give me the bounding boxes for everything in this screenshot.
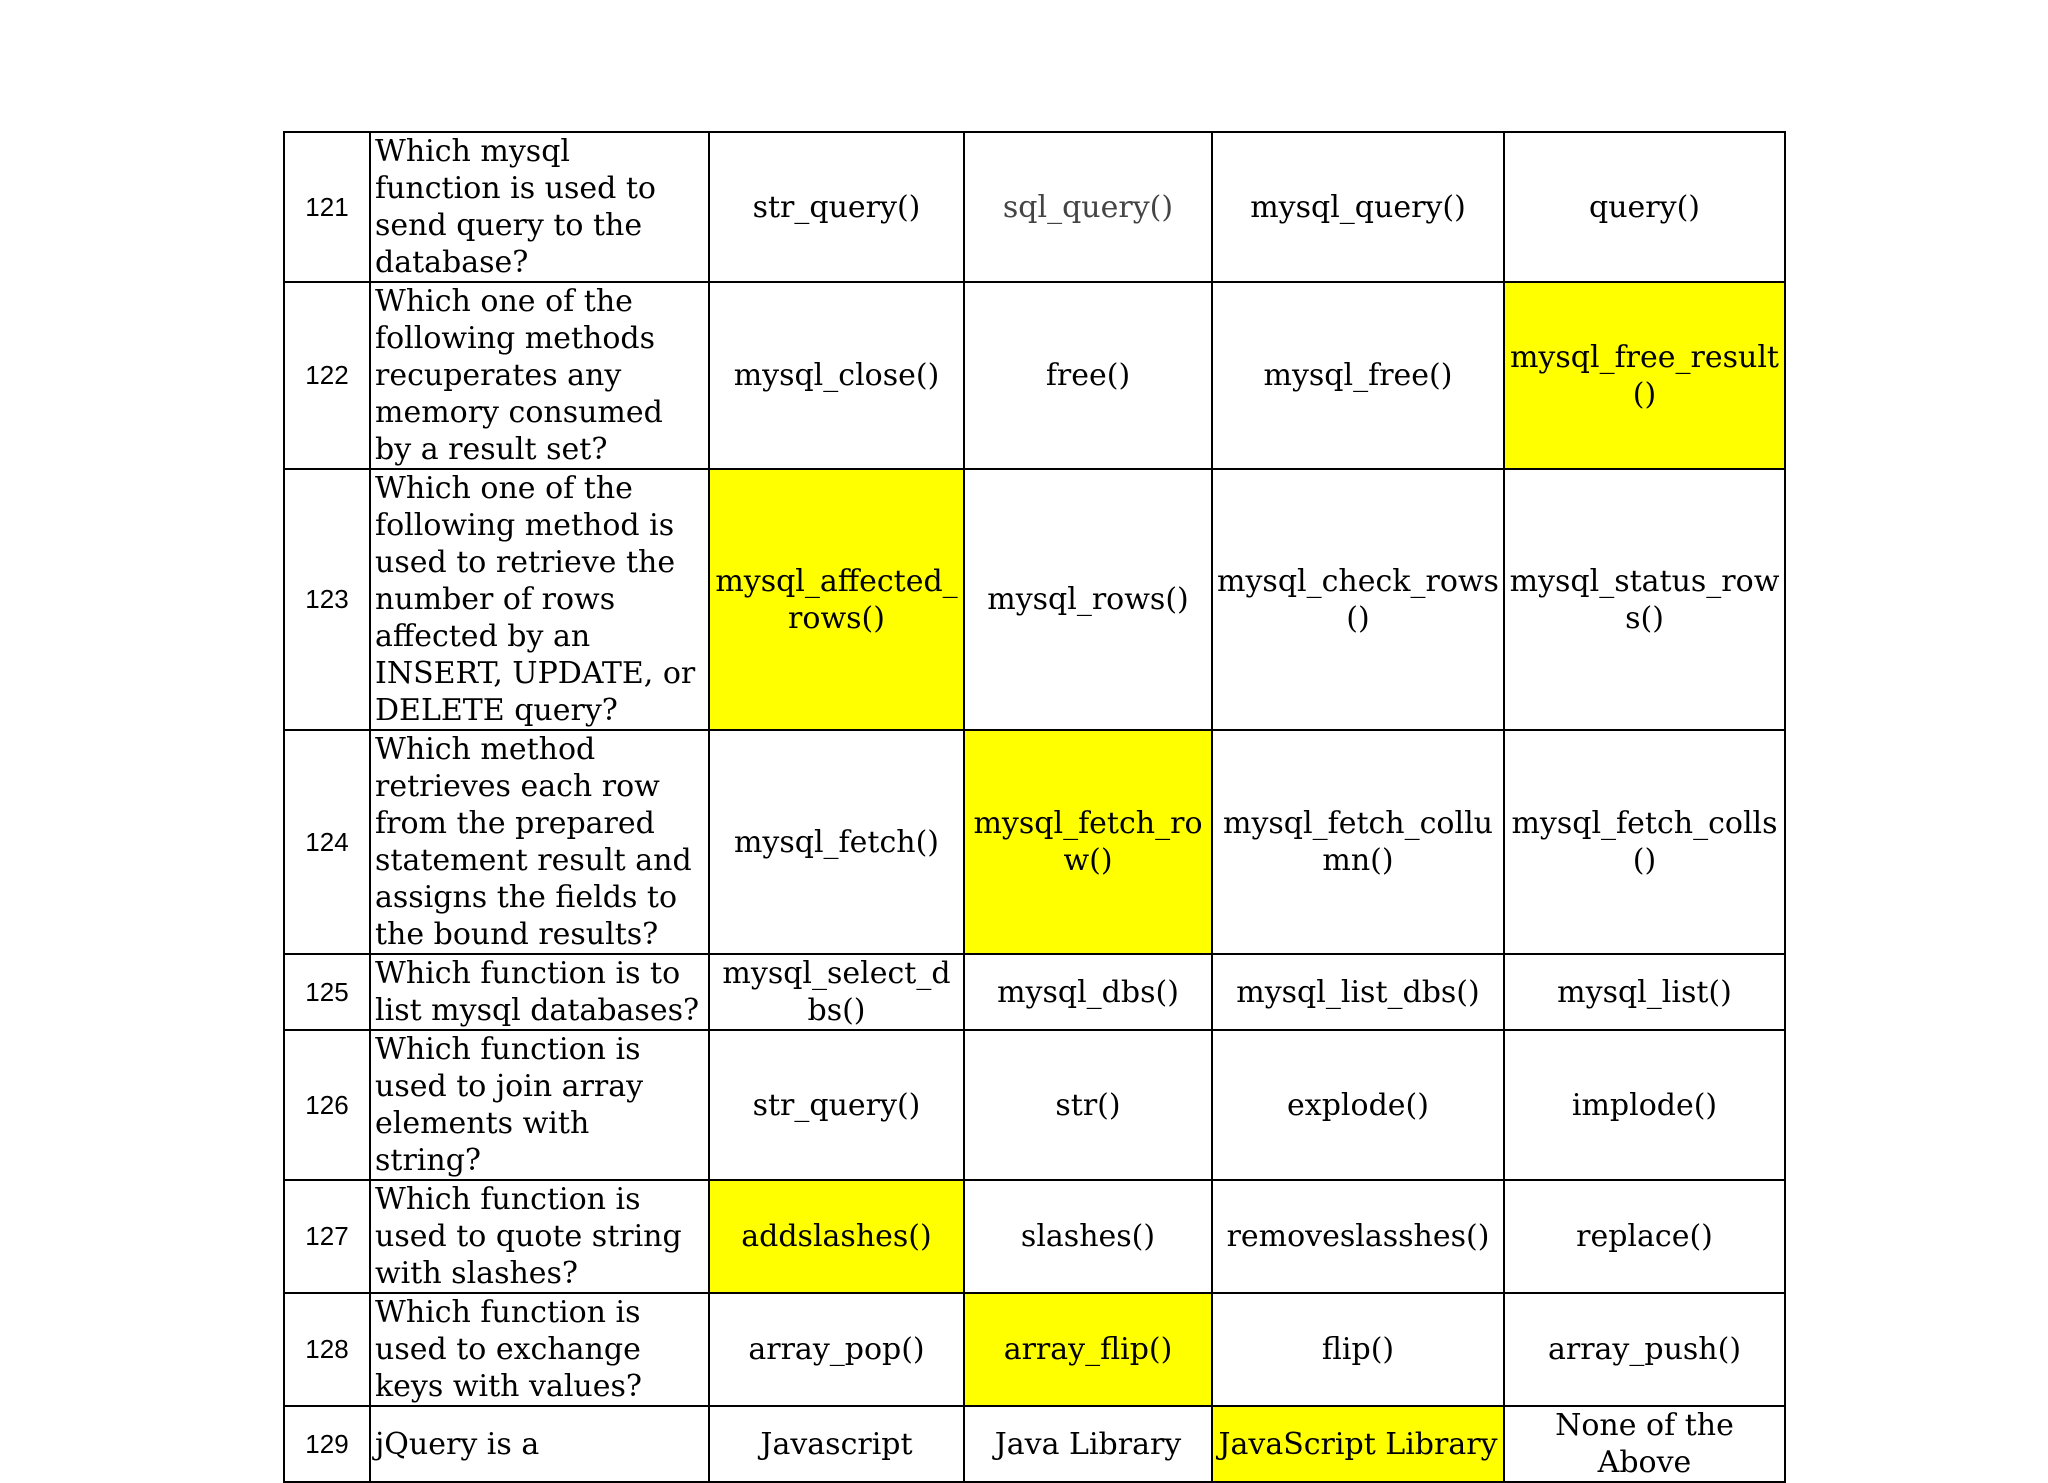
question-text: Which function is used to exchange keys with values? (370, 1293, 709, 1406)
question-text: Which one of the following methods recuperates any memory consumed by a result set? (370, 282, 709, 469)
option-c: mysql_list_dbs() (1212, 954, 1504, 1030)
option-c: mysql_query() (1212, 132, 1504, 282)
option-d: replace() (1504, 1180, 1785, 1293)
option-d: array_push() (1504, 1293, 1785, 1406)
question-text: Which function is to list mysql databases? (370, 954, 709, 1030)
question-number: 128 (284, 1293, 370, 1406)
option-c: flip() (1212, 1293, 1504, 1406)
option-b: array_flip() (964, 1293, 1212, 1406)
option-c: mysql_check_rows() (1212, 469, 1504, 730)
option-d: mysql_list() (1504, 954, 1785, 1030)
option-b: mysql_rows() (964, 469, 1212, 730)
question-text: Which function is used to quote string with slashes? (370, 1180, 709, 1293)
option-a: array_pop() (709, 1293, 964, 1406)
option-b: free() (964, 282, 1212, 469)
table-row (284, 1030, 1785, 1180)
question-text: Which mysql function is used to send query to the database? (370, 132, 709, 282)
option-a: str_query() (709, 1030, 964, 1180)
option-d: implode() (1504, 1030, 1785, 1180)
table-row (284, 1406, 1785, 1482)
question-number: 122 (284, 282, 370, 469)
question-number: 127 (284, 1180, 370, 1293)
option-a: mysql_fetch() (709, 730, 964, 954)
question-number: 123 (284, 469, 370, 730)
option-d: None of the Above (1504, 1406, 1785, 1482)
option-c: mysql_fetch_collumn() (1212, 730, 1504, 954)
table-row (284, 1293, 1785, 1406)
question-text: jQuery is a (370, 1406, 709, 1482)
table-row (284, 132, 1785, 282)
option-b: sql_query() (964, 132, 1212, 282)
option-c: mysql_free() (1212, 282, 1504, 469)
option-a: mysql_close() (709, 282, 964, 469)
option-c: explode() (1212, 1030, 1504, 1180)
question-text: Which function is used to join array elements with string? (370, 1030, 709, 1180)
option-b: Java Library (964, 1406, 1212, 1482)
table-row (284, 469, 1785, 730)
option-c: removeslasshes() (1212, 1180, 1504, 1293)
question-text: Which one of the following method is used to retrieve the number of rows affected by an INSERT, UPDATE, or DELETE query? (370, 469, 709, 730)
question-table (283, 131, 1786, 1483)
question-number: 121 (284, 132, 370, 282)
question-text: Which method retrieves each row from the prepared statement result and assigns the fields to the bound results? (370, 730, 709, 954)
option-b: mysql_dbs() (964, 954, 1212, 1030)
option-d: query() (1504, 132, 1785, 282)
option-b: str() (964, 1030, 1212, 1180)
option-a: str_query() (709, 132, 964, 282)
option-c: JavaScript Library (1212, 1406, 1504, 1482)
table-body (284, 132, 1785, 1482)
option-b: mysql_fetch_row() (964, 730, 1212, 954)
table-row (284, 954, 1785, 1030)
question-number: 125 (284, 954, 370, 1030)
option-d: mysql_status_rows() (1504, 469, 1785, 730)
question-number: 124 (284, 730, 370, 954)
table-row (284, 1180, 1785, 1293)
option-a: addslashes() (709, 1180, 964, 1293)
table-row (284, 282, 1785, 469)
option-a: mysql_select_dbs() (709, 954, 964, 1030)
option-a: Javascript (709, 1406, 964, 1482)
question-number: 126 (284, 1030, 370, 1180)
table-row (284, 730, 1785, 954)
option-a: mysql_affected_rows() (709, 469, 964, 730)
option-b: slashes() (964, 1180, 1212, 1293)
question-number: 129 (284, 1406, 370, 1482)
option-d: mysql_free_result() (1504, 282, 1785, 469)
option-d: mysql_fetch_colls() (1504, 730, 1785, 954)
